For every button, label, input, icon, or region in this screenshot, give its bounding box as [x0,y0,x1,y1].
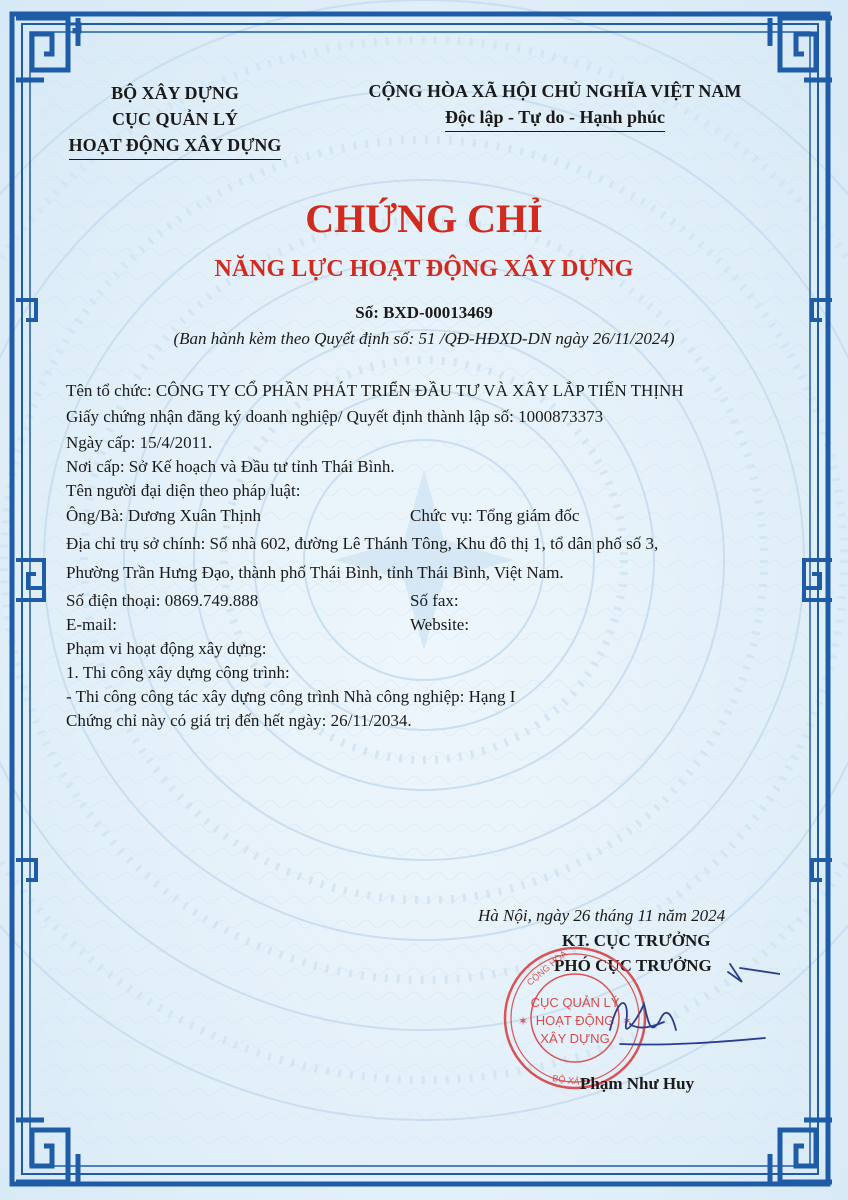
address-line1: Địa chỉ trụ sở chính: Số nhà 602, đường Lê Thánh Tông, Khu đô thị 1, tổ dân phố số 3, [66,534,659,553]
stamp-text-1: CỤC QUẢN LÝ [530,995,620,1010]
representative-position: Chức vụ: Tổng giám đốc [410,506,580,525]
signer-name: Phạm Như Huy [580,1074,695,1093]
department-name-line2: HOẠT ĐỘNG XÂY DỰNG [69,132,282,160]
scope-item-1: 1. Thi công xây dựng công trình: [66,663,290,682]
department-name-line2-wrap [50,132,300,160]
country-name: CỘNG HÒA XÃ HỘI CHỦ NGHĨA VIỆT NAM [368,81,742,101]
svg-text:✶: ✶ [622,1014,633,1028]
national-header [330,78,780,132]
business-license: Giấy chứng nhận đăng ký doanh nghiệp/ Quyết định thành lập số: 1000873373 [66,407,604,426]
organization-name: Tên tổ chức: CÔNG TY CỔ PHẦN PHÁT TRIỂN ĐẦU TƯ VÀ XÂY LẮP TIẾN THỊNH [66,381,684,400]
national-motto: Độc lập - Tự do - Hạnh phúc [445,104,665,132]
address-line2: Phường Trần Hưng Đạo, thành phố Thái Bình, tỉnh Thái Bình, Việt Nam. [66,563,564,582]
signer-role-2: PHÓ CỤC TRƯỞNG [554,956,712,975]
certificate-subtitle: NĂNG LỰC HOẠT ĐỘNG XÂY DỰNG [214,256,634,282]
handwritten-signature [590,960,780,1060]
certificate-number: Số: BXD-00013469 [355,303,493,322]
scope-item-1a: - Thi công công tác xây dựng công trình Nhà công nghiệp: Hạng I [66,687,516,706]
svg-text:CỘNG HÒA: CỘNG HÒA [524,948,569,988]
signer-role-1: KT. CỤC TRƯỞNG [562,931,711,950]
stamp-text-3: XÂY DỰNG [540,1031,610,1046]
department-name: CỤC QUẢN LÝ [112,109,238,129]
legal-representative-label: Tên người đại diện theo pháp luật: [66,481,301,500]
website: Website: [410,615,470,634]
svg-text:BỘ XÂY: BỘ XÂY [551,1073,587,1088]
representative-name: Ông/Bà: Dương Xuân Thịnh [66,506,261,525]
validity-date: Chứng chỉ này có giá trị đến hết ngày: 26/11/2034. [66,711,412,730]
issuing-authority [50,80,300,160]
decision-reference: (Ban hành kèm theo Quyết định số: 51 /QĐ-HĐXD-DN ngày 26/11/2024) [173,329,675,348]
svg-text:✶: ✶ [518,1014,529,1028]
ministry-name: BỘ XÂY DỰNG [111,83,239,103]
issue-date: Ngày cấp: 15/4/2011. [66,433,213,452]
fax-number: Số fax: [410,591,459,610]
stamp-text-2: HOẠT ĐỘNG [535,1013,615,1028]
place-and-date: Hà Nội, ngày 26 tháng 11 năm 2024 [478,906,726,925]
phone-number: Số điện thoại: 0869.749.888 [66,591,259,610]
motto-wrap [330,104,780,132]
certificate-title: CHỨNG CHỈ [305,196,543,241]
email: E-mail: [66,615,117,634]
scope-label: Phạm vi hoạt động xây dựng: [66,639,267,658]
issue-place: Nơi cấp: Sở Kế hoạch và Đầu tư tỉnh Thái Bình. [66,457,395,476]
